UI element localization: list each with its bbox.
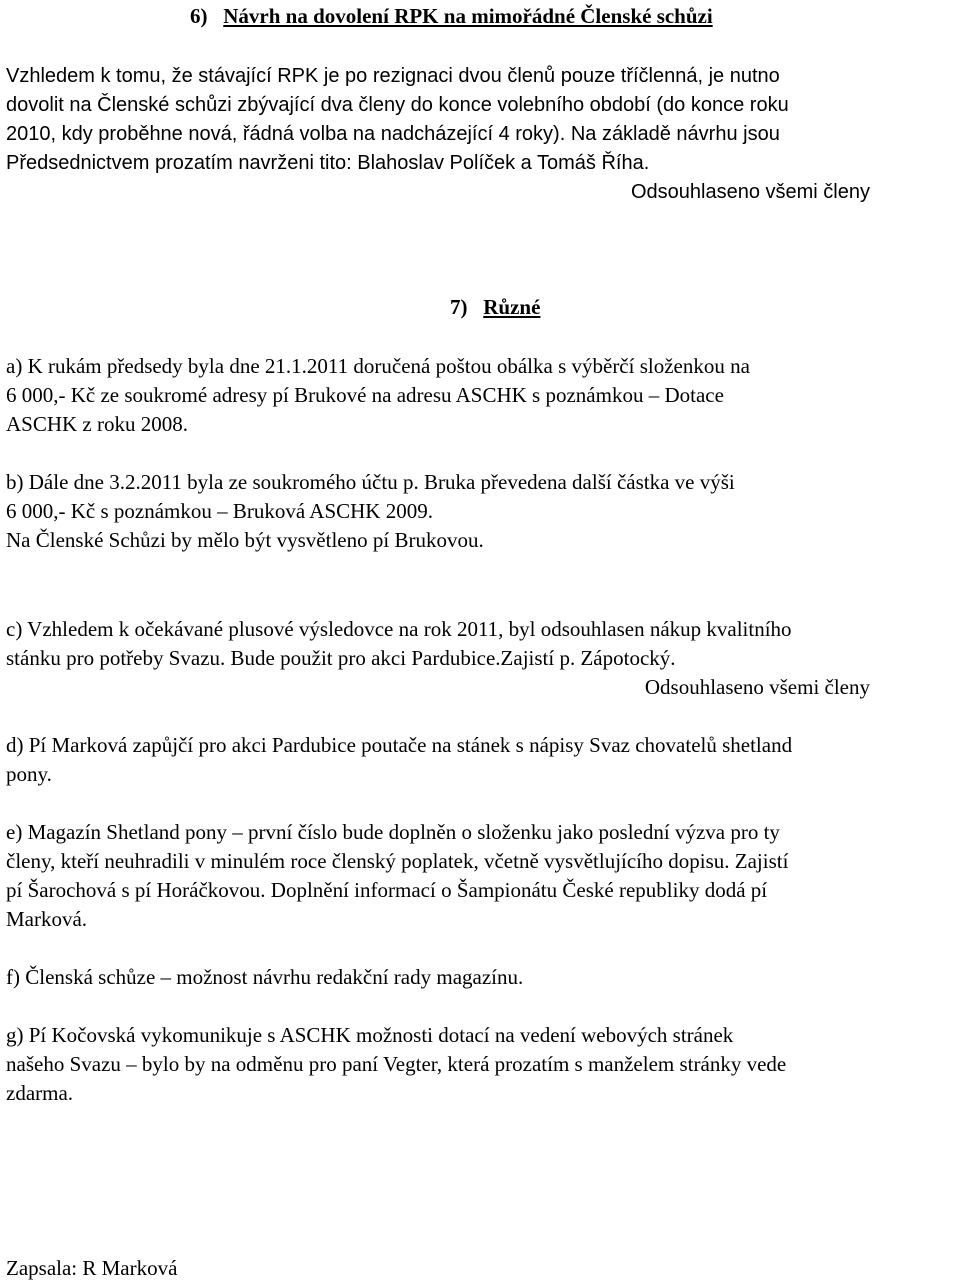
item-c-line: c) Vzhledem k očekávané plusové výsledovce na rok 2011, byl odsouhlasen nákup kvalitního (6, 617, 792, 641)
paragraph-line: Vzhledem k tomu, že stávající RPK je po rezignaci dvou členů pouze tříčlenná, je nutno (6, 65, 780, 87)
section-6-title: Návrh na dovolení RPK na mimořádné Členské schůzi (223, 4, 713, 28)
paragraph-line: dovolit na Členské schůzi zbývající dva členy do konce volebního období (do konce roku (6, 94, 789, 116)
item-b-line: 6 000,- Kč s poznámkou – Bruková ASCHK 2009. (6, 499, 433, 523)
item-f-line: f) Členská schůze – možnost návrhu redakční rady magazínu. (6, 965, 524, 989)
signature: Zapsala: R Marková (6, 1256, 178, 1280)
item-c-line: stánku pro potřeby Svazu. Bude použit pro akci Pardubice.Zajistí p. Zápotocký. (6, 646, 676, 670)
approval-note: Odsouhlaseno všemi členy (630, 181, 870, 203)
item-d-line: d) Pí Marková zapůjčí pro akci Pardubice poutače na stánek s nápisy Svaz chovatelů shetland (6, 733, 793, 757)
section-7-heading (450, 297, 540, 318)
item-a-line: ASCHK z roku 2008. (6, 412, 188, 436)
item-b-line: b) Dále dne 3.2.2011 byla ze soukromého účtu p. Bruka převedena další částka ve výši (6, 470, 735, 494)
section-7-title: Různé (483, 295, 541, 319)
item-g-line: zdarma. (6, 1081, 74, 1105)
item-a-line: a) K rukám předsedy byla dne 21.1.2011 doručená poštou obálka s výběrčí složenkou na (6, 354, 750, 378)
paragraph-line: Předsednictvem prozatím navrženi tito: Blahoslav Políček a Tomáš Říha. (6, 152, 650, 174)
item-e-line: pí Šarochová s pí Horáčkovou. Doplnění informací o Šampionátu České republiky dodá pí (6, 878, 768, 902)
item-d-line: pony. (6, 762, 52, 786)
section-6-heading (190, 6, 713, 27)
item-e-line: členy, kteří neuhradili v minulém roce členský poplatek, včetně vysvětlujícího dopisu. Zajistí (6, 849, 789, 873)
section-6-number: 6) (190, 4, 208, 28)
section-7-number: 7) (450, 295, 468, 319)
approval-note: Odsouhlaseno všemi členy (644, 675, 870, 699)
item-b-line: Na Členské Schůzi by mělo být vysvětleno pí Brukovou. (6, 528, 484, 552)
item-a-line: 6 000,- Kč ze soukromé adresy pí Brukové na adresu ASCHK s poznámkou – Dotace (6, 383, 724, 407)
item-e-line: Marková. (6, 907, 88, 931)
item-e-line: e) Magazín Shetland pony – první číslo bude doplněn o složenku jako poslední výzva pro ty (6, 820, 780, 844)
paragraph-line: 2010, kdy proběhne nová, řádná volba na nadcházející 4 roky). Na základě návrhu jsou (6, 123, 780, 145)
item-g-line: našeho Svazu – bylo by na odměnu pro paní Vegter, která prozatím s manželem stránky vede (6, 1052, 787, 1076)
item-g-line: g) Pí Kočovská vykomunikuje s ASCHK možnosti dotací na vedení webových stránek (6, 1023, 734, 1047)
